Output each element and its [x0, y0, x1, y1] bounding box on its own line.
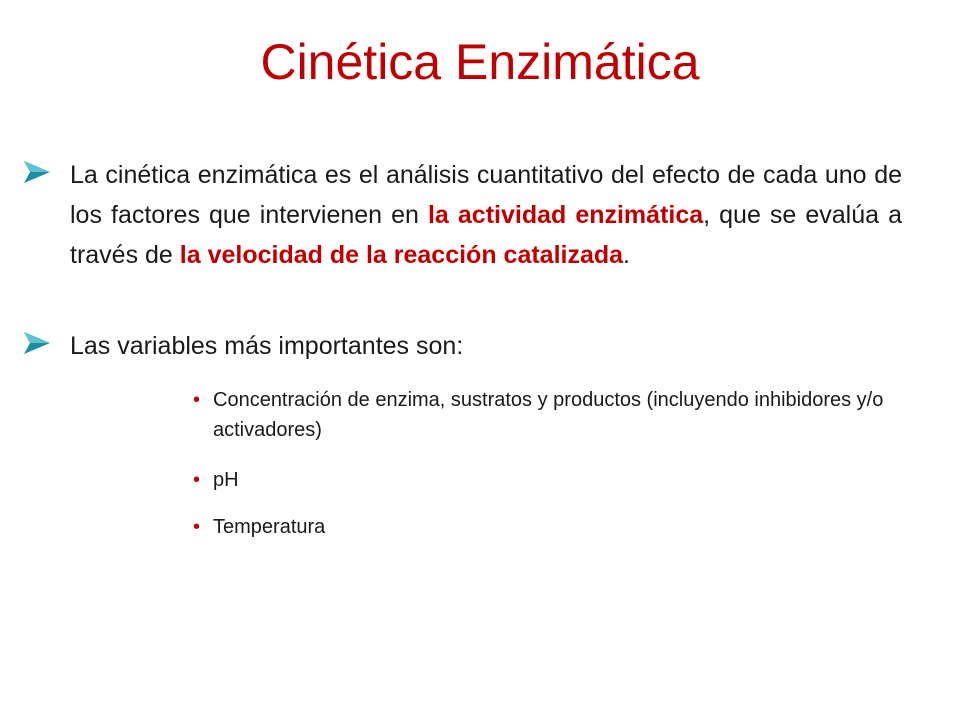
highlight-reaction-velocity: la velocidad de la reacción catalizada — [179, 241, 624, 269]
arrow-bullet-icon — [22, 159, 52, 185]
subbullet-text: Concentración de enzima, sustratos y productos (incluyendo inhibidores y/o activadores) — [213, 389, 884, 441]
subbullet-text: pH — [213, 469, 239, 491]
definition-text-part: . — [623, 241, 630, 269]
dot-bullet-icon: • — [193, 389, 201, 411]
subbullet-concentration — [193, 385, 938, 445]
highlight-enzyme-activity: la actividad enzimática — [427, 201, 704, 229]
slide-title: Cinética Enzimática — [260, 34, 700, 90]
bullet-variables — [22, 326, 902, 366]
dot-bullet-icon: • — [193, 469, 201, 491]
definition-text-part: La cinética enzimática es el análisis cuantitativo del efecto de cada uno de los factores que intervienen en — [70, 161, 902, 229]
definition-text-part: , que se evalúa a través de — [70, 201, 903, 269]
bullet-variables-text: Las variables más importantes son: — [70, 332, 464, 360]
arrow-bullet-icon — [22, 330, 52, 356]
subbullet-text: Temperatura — [213, 516, 326, 538]
dot-bullet-icon: • — [193, 516, 201, 538]
subbullet-temperature — [193, 512, 938, 542]
bullet-definition — [22, 155, 902, 275]
bullet-definition-text — [70, 155, 902, 275]
subbullet-ph — [193, 465, 938, 495]
